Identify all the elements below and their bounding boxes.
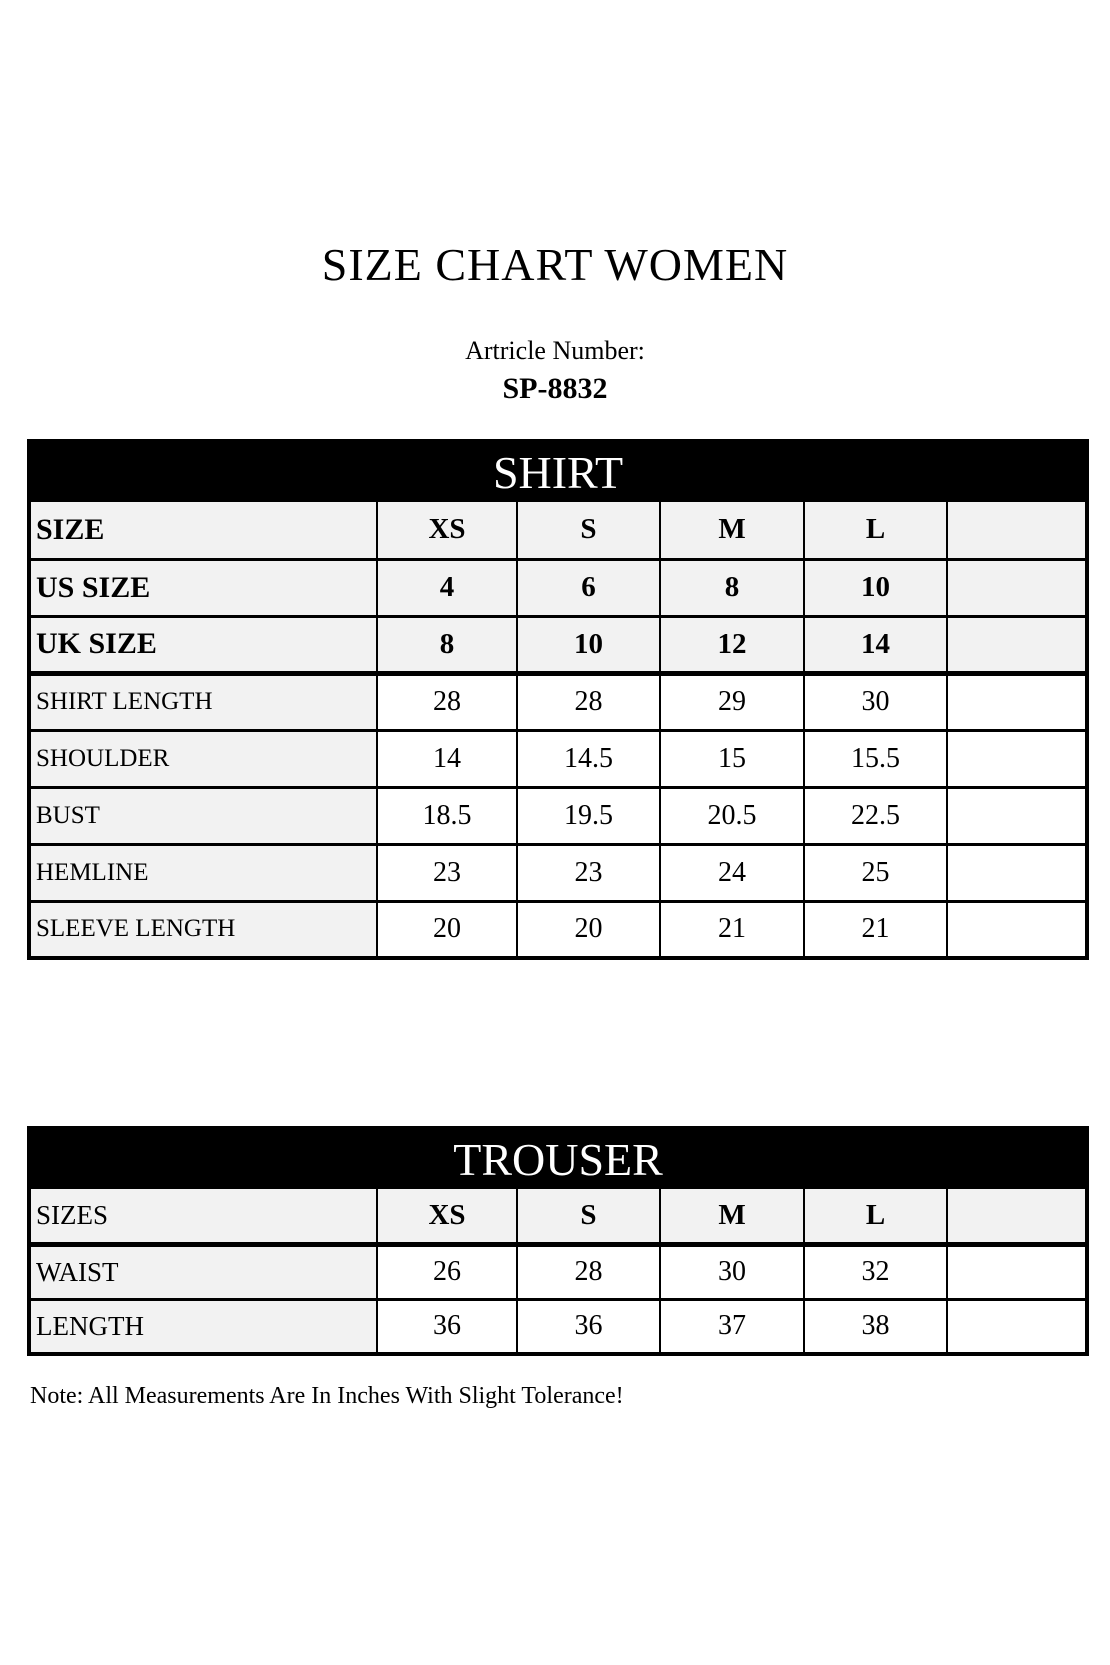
value-cell: 22.5: [804, 787, 947, 844]
row-label: SLEEVE LENGTH: [29, 901, 377, 958]
value-cell: 10: [517, 616, 660, 673]
empty-cell: [947, 502, 1087, 559]
value-cell: 15.5: [804, 730, 947, 787]
empty-cell: [947, 1189, 1087, 1244]
value-cell: 15: [660, 730, 804, 787]
row-label: SIZES: [29, 1189, 377, 1244]
table-row: [29, 730, 1087, 787]
table-row: [29, 901, 1087, 958]
row-label: SHOULDER: [29, 730, 377, 787]
value-cell: 23: [517, 844, 660, 901]
row-label: WAIST: [29, 1244, 377, 1299]
page-title: SIZE CHART WOMEN: [321, 239, 789, 290]
empty-cell: [947, 901, 1087, 958]
table-row: [29, 844, 1087, 901]
article-number-label: Artricle Number:: [465, 336, 645, 365]
size-cell: M: [660, 1189, 804, 1244]
row-label: SHIRT LENGTH: [29, 673, 377, 730]
size-cell: S: [517, 1189, 660, 1244]
size-cell: XS: [377, 502, 517, 559]
size-cell: M: [660, 502, 804, 559]
value-cell: 21: [804, 901, 947, 958]
value-cell: 29: [660, 673, 804, 730]
table-row: [29, 1244, 1087, 1299]
value-cell: 14: [377, 730, 517, 787]
row-label: US SIZE: [29, 559, 377, 616]
value-cell: 4: [377, 559, 517, 616]
size-cell: L: [804, 1189, 947, 1244]
value-cell: 10: [804, 559, 947, 616]
article-number-value: SP-8832: [502, 372, 608, 405]
table-row: [29, 616, 1087, 673]
value-cell: 28: [517, 1244, 660, 1299]
empty-cell: [947, 1244, 1087, 1299]
trouser-table-banner: [29, 1128, 1087, 1189]
table-row: [29, 559, 1087, 616]
value-cell: 20: [517, 901, 660, 958]
value-cell: 36: [377, 1299, 517, 1354]
value-cell: 8: [377, 616, 517, 673]
table-row: [29, 673, 1087, 730]
shirt-size-table: [27, 439, 1089, 960]
row-label: SIZE: [29, 502, 377, 559]
row-label: HEMLINE: [29, 844, 377, 901]
value-cell: 36: [517, 1299, 660, 1354]
table-row: [29, 1189, 1087, 1244]
table-row: [29, 787, 1087, 844]
value-cell: 6: [517, 559, 660, 616]
value-cell: 20: [377, 901, 517, 958]
size-cell: S: [517, 502, 660, 559]
trouser-table-title: TROUSER: [29, 1128, 1087, 1189]
empty-cell: [947, 616, 1087, 673]
empty-cell: [947, 787, 1087, 844]
value-cell: 12: [660, 616, 804, 673]
empty-cell: [947, 730, 1087, 787]
size-cell: L: [804, 502, 947, 559]
value-cell: 8: [660, 559, 804, 616]
empty-cell: [947, 844, 1087, 901]
value-cell: 19.5: [517, 787, 660, 844]
value-cell: 14.5: [517, 730, 660, 787]
value-cell: 14: [804, 616, 947, 673]
row-label: UK SIZE: [29, 616, 377, 673]
value-cell: 26: [377, 1244, 517, 1299]
row-label: LENGTH: [29, 1299, 377, 1354]
value-cell: 23: [377, 844, 517, 901]
trouser-size-table: [27, 1126, 1089, 1356]
table-row: [29, 502, 1087, 559]
value-cell: 21: [660, 901, 804, 958]
value-cell: 37: [660, 1299, 804, 1354]
empty-cell: [947, 1299, 1087, 1354]
value-cell: 28: [517, 673, 660, 730]
empty-cell: [947, 559, 1087, 616]
empty-cell: [947, 673, 1087, 730]
table-row: [29, 1299, 1087, 1354]
value-cell: 28: [377, 673, 517, 730]
value-cell: 32: [804, 1244, 947, 1299]
value-cell: 18.5: [377, 787, 517, 844]
measurement-note: Note: All Measurements Are In Inches With Slight Tolerance!: [30, 1383, 624, 1409]
value-cell: 30: [660, 1244, 804, 1299]
shirt-table-title: SHIRT: [29, 441, 1087, 502]
size-cell: XS: [377, 1189, 517, 1244]
value-cell: 24: [660, 844, 804, 901]
row-label: BUST: [29, 787, 377, 844]
shirt-table-banner: [29, 441, 1087, 502]
value-cell: 25: [804, 844, 947, 901]
value-cell: 20.5: [660, 787, 804, 844]
value-cell: 30: [804, 673, 947, 730]
value-cell: 38: [804, 1299, 947, 1354]
